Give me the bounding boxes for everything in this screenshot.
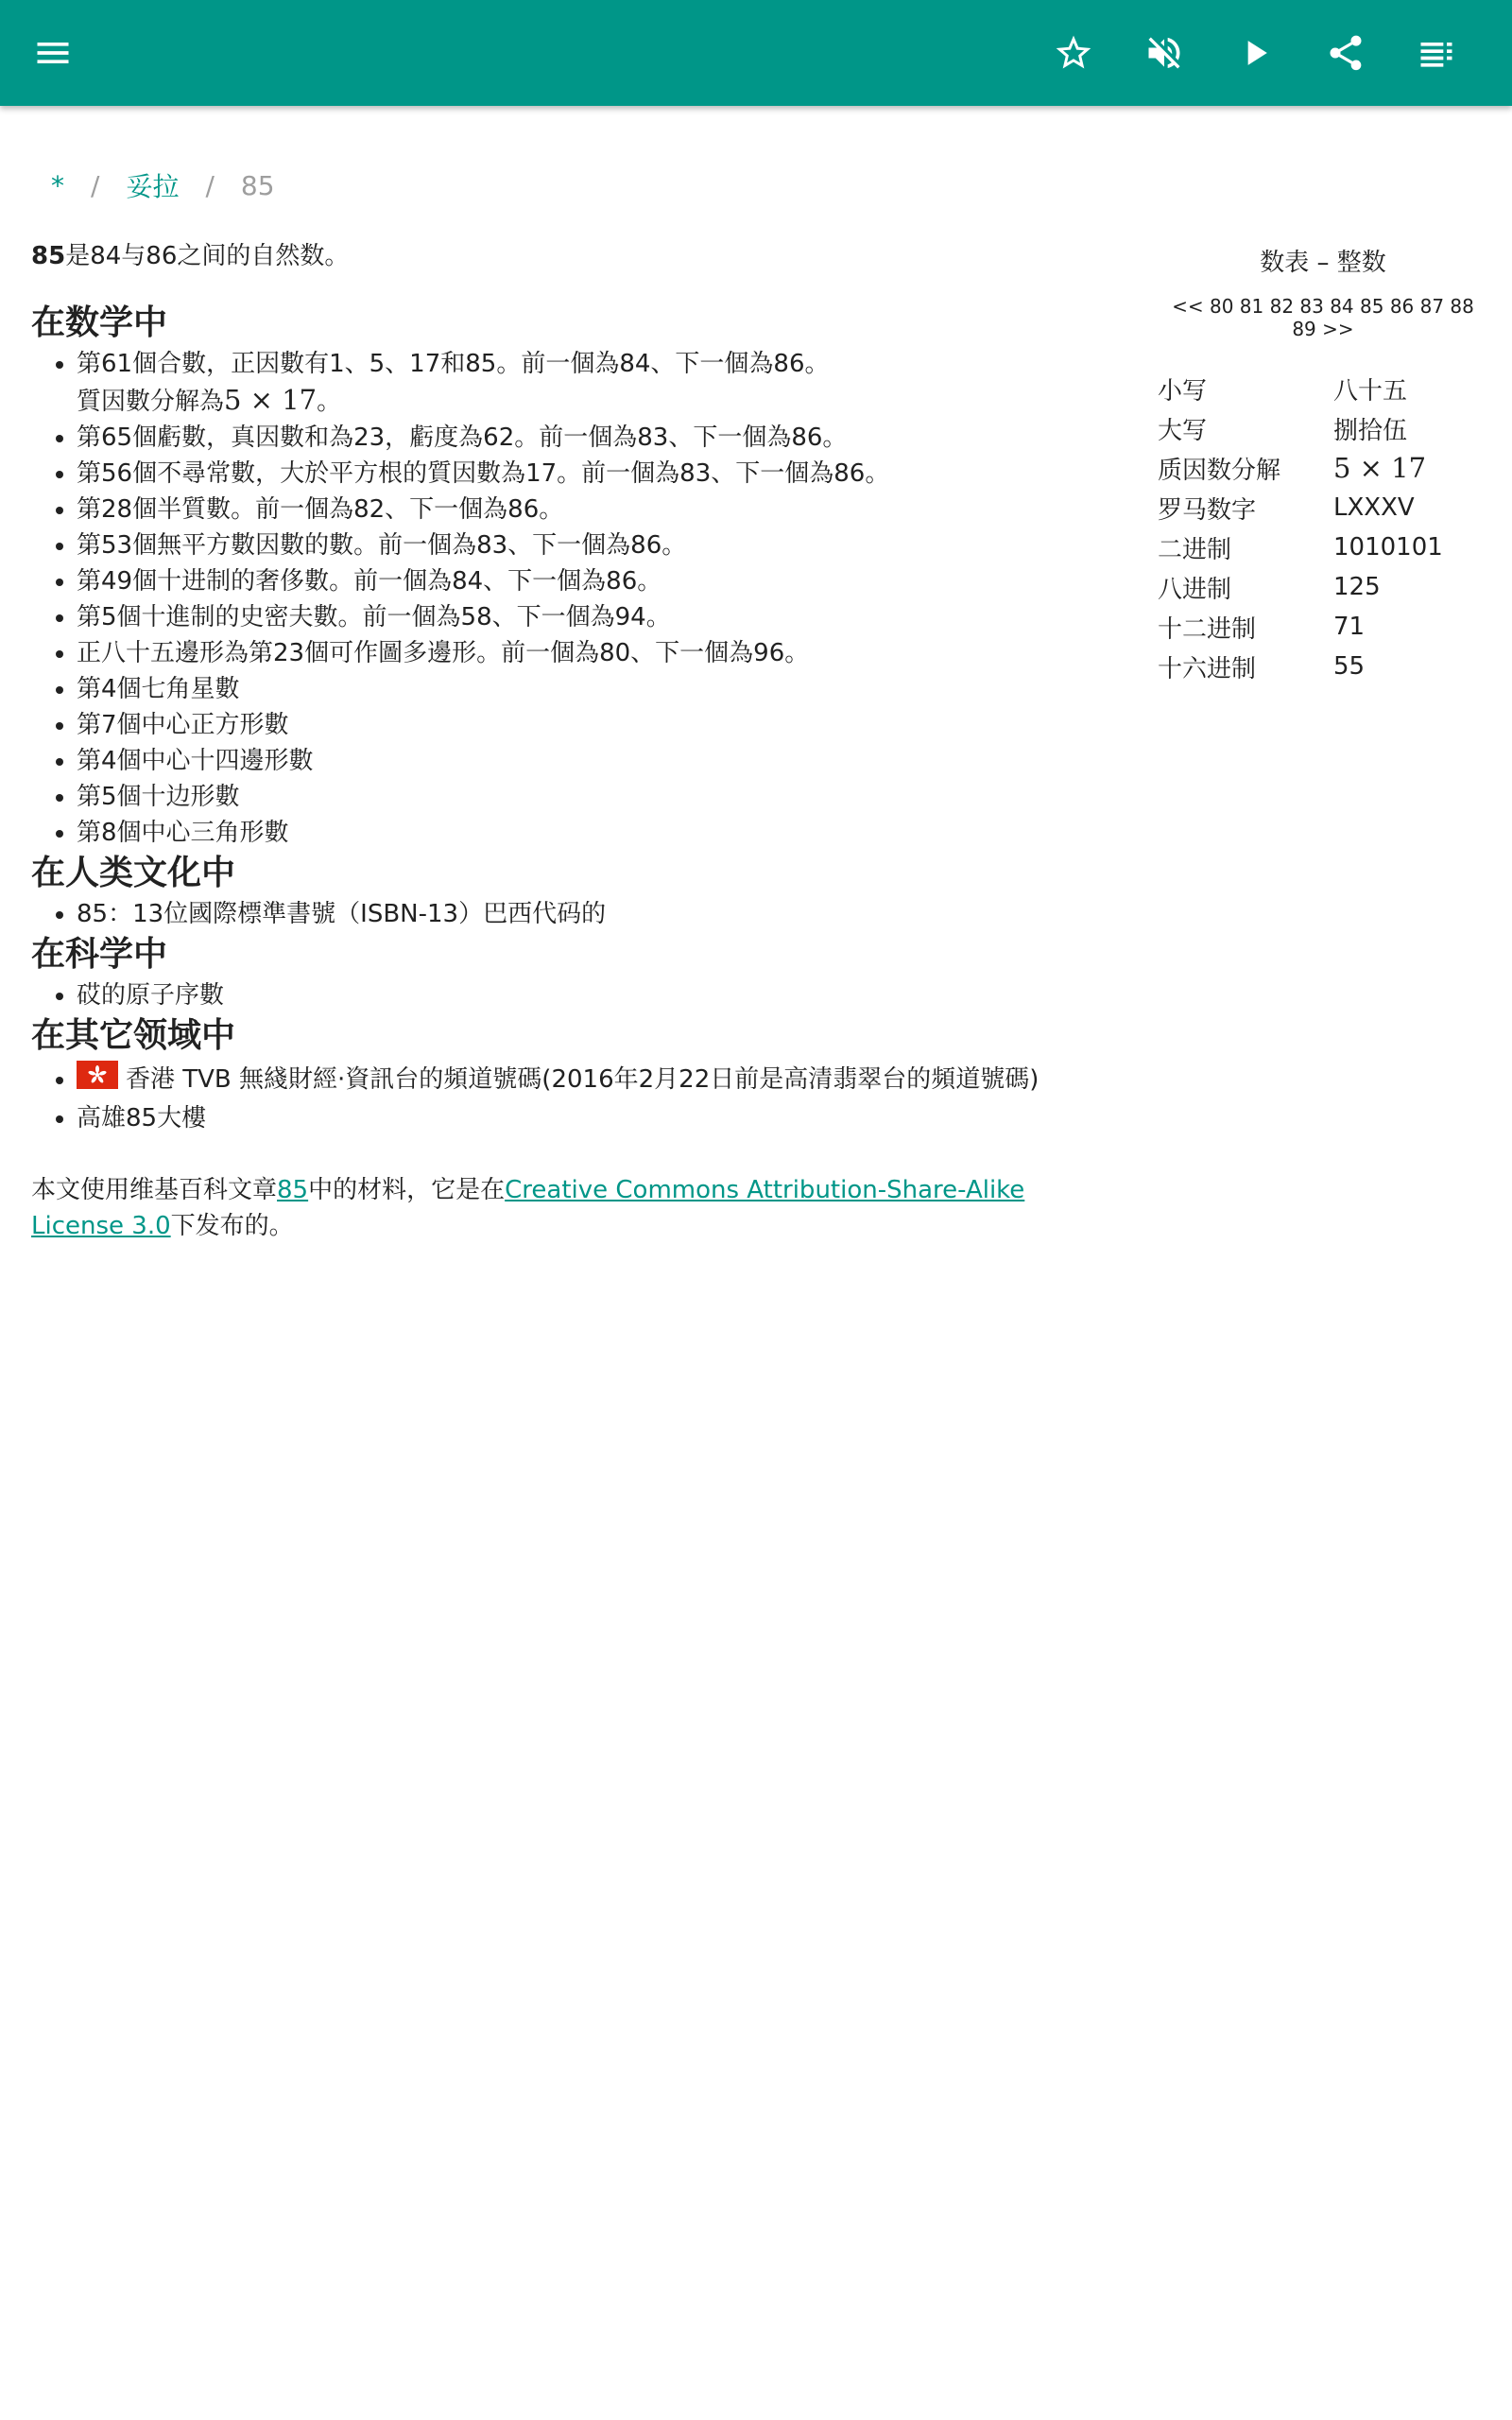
- breadcrumb-separator: /: [205, 169, 215, 201]
- culture-list: [31, 896, 1099, 932]
- list-item-text: 香港 TVB 無綫財經·資訊台的頻道號碼(2016年2月22日前是高清翡翠台的頻道號碼): [126, 1065, 1040, 1094]
- prime-factorization-formula: 5 × 17: [224, 384, 318, 416]
- list-item: [77, 1059, 1099, 1100]
- menu-icon[interactable]: [26, 26, 79, 79]
- list-item: • 第7個中心正方形數: [77, 707, 1099, 743]
- list-item: • 第56個不尋常數，大於平方根的質因數為17。前一個為83、下一個為86。: [77, 456, 1099, 492]
- infobox-value: 125: [1333, 573, 1381, 601]
- infobox-value: 5 × 17: [1333, 452, 1427, 484]
- volume-off-icon[interactable]: [1138, 26, 1191, 79]
- infobox-caption: 数表 – 整数: [1260, 249, 1386, 277]
- list-item: • 第65個虧數，真因數和為23，虧度為62。前一個為83、下一個為86。: [77, 420, 1099, 456]
- list-item: • 85：13位國際標準書號（ISBN-13）巴西代码的: [77, 896, 1099, 932]
- star-outline-icon[interactable]: [1047, 26, 1100, 79]
- hong-kong-flag-icon: [77, 1061, 118, 1089]
- list-item: • 砹的原子序數: [77, 977, 1099, 1013]
- infobox-key: 十二进制: [1158, 614, 1257, 644]
- list-item: [77, 346, 1099, 420]
- license-footer: [31, 1172, 1099, 1244]
- list-item: • 第4個七角星數: [77, 671, 1099, 707]
- infobox-value: 1010101: [1333, 533, 1443, 562]
- infobox-key: 罗马数字: [1158, 495, 1257, 525]
- article-content: [31, 238, 1099, 1244]
- intro-paragraph: [31, 238, 1099, 274]
- math-list: [31, 346, 1099, 851]
- table-row: [1158, 448, 1443, 488]
- footer-text: 中的材料，它是在: [308, 1176, 506, 1204]
- infobox-key: 八进制: [1158, 575, 1232, 604]
- list-item: • 正八十五邊形為第23個可作圖多邊形。前一個為80、下一個為96。: [77, 635, 1099, 671]
- table-row: [1158, 567, 1443, 607]
- list-item-text: 。: [317, 388, 342, 416]
- number-infobox: [1158, 238, 1488, 686]
- section-title-culture: 在人类文化中: [31, 854, 236, 892]
- infobox-key: 大写: [1158, 416, 1208, 445]
- article-link[interactable]: 85: [277, 1176, 309, 1204]
- share-icon[interactable]: [1319, 26, 1372, 79]
- table-row: [1158, 647, 1443, 686]
- section-title-math: 在数学中: [31, 303, 168, 342]
- intro-text: 是84与86之间的自然数。: [65, 242, 350, 270]
- list-item: • 第49個十进制的奢侈數。前一個為84、下一個為86。: [77, 563, 1099, 599]
- app-bar: [0, 0, 1512, 106]
- playlist-icon[interactable]: [1410, 26, 1463, 79]
- list-item: • 第5個十進制的史密夫數。前一個為58、下一個為94。: [77, 599, 1099, 635]
- breadcrumb-separator: /: [91, 169, 100, 201]
- infobox-key: 十六进制: [1158, 654, 1257, 683]
- license-link[interactable]: Creative Commons Attribution-Share-Alike License 3.0: [31, 1176, 1025, 1240]
- list-item: • 第53個無平方數因數的數。前一個為83、下一個為86。: [77, 527, 1099, 563]
- breadcrumb: [51, 166, 275, 204]
- list-item-text: 質因數分解為: [77, 388, 225, 416]
- section-title-science: 在科学中: [31, 935, 168, 974]
- infobox-value: 71: [1333, 613, 1366, 641]
- infobox-table: [1158, 369, 1443, 686]
- footer-text: 下发布的。: [170, 1212, 294, 1240]
- other-list: [31, 1059, 1099, 1136]
- list-item-text: 第61個合數，正因數有1、5、17和85。前一個為84、下一個為86。: [77, 350, 830, 378]
- table-row: [1158, 408, 1443, 448]
- breadcrumb-current: 85: [240, 169, 275, 201]
- table-row: [1158, 488, 1443, 527]
- intro-bold: 85: [31, 242, 66, 270]
- infobox-key: 质因数分解: [1158, 456, 1281, 485]
- infobox-value: 八十五: [1333, 376, 1408, 406]
- infobox-value: 55: [1333, 652, 1366, 681]
- breadcrumb-home[interactable]: *: [51, 169, 64, 201]
- play-icon[interactable]: [1228, 26, 1281, 79]
- table-row: [1158, 369, 1443, 408]
- infobox-key: 二进制: [1158, 535, 1232, 564]
- infobox-value: LXXXV: [1333, 493, 1415, 522]
- table-row: [1158, 607, 1443, 647]
- infobox-key: 小写: [1158, 376, 1208, 406]
- footer-text: 本文使用维基百科文章: [31, 1176, 278, 1204]
- number-navigation[interactable]: << 80 81 82 83 84 85 86 87 88 89 >>: [1172, 295, 1474, 340]
- list-item: • 第5個十边形數: [77, 779, 1099, 815]
- list-item: • 第28個半質數。前一個為82、下一個為86。: [77, 492, 1099, 527]
- list-item: • 第4個中心十四邊形數: [77, 743, 1099, 779]
- science-list: [31, 977, 1099, 1013]
- infobox-value: 捌拾伍: [1333, 416, 1408, 445]
- section-title-other: 在其它领域中: [31, 1016, 236, 1055]
- list-item: • 第8個中心三角形數: [77, 815, 1099, 851]
- list-item: • 高雄85大樓: [77, 1100, 1099, 1136]
- breadcrumb-parent[interactable]: 妥拉: [126, 171, 180, 202]
- table-row: [1158, 527, 1443, 567]
